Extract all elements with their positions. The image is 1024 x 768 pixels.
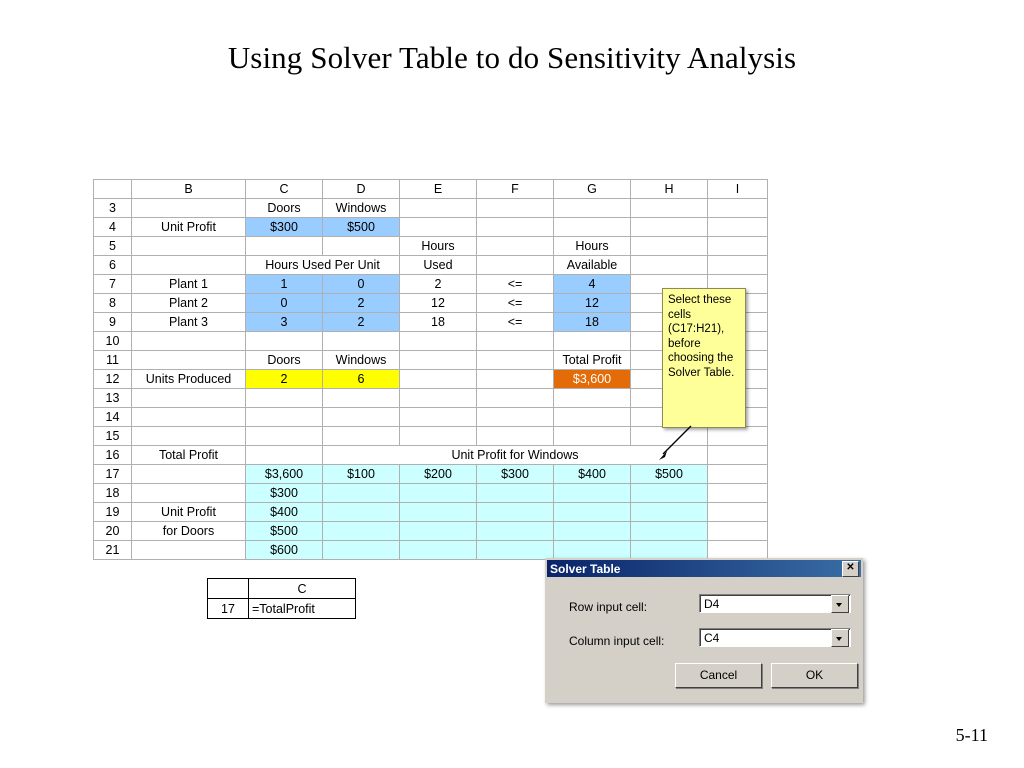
cell-B20[interactable]: for Doors <box>132 522 246 541</box>
cell-C20[interactable]: $500 <box>246 522 323 541</box>
column-header-c[interactable]: C <box>246 180 323 199</box>
column-input-cell-value: C4 <box>704 630 720 645</box>
slide-number: 5-11 <box>955 725 988 745</box>
row-header-5[interactable]: 5 <box>94 237 132 256</box>
cell-G17[interactable]: $400 <box>554 465 631 484</box>
cell-D14[interactable] <box>323 408 400 427</box>
cell-I21[interactable] <box>708 541 768 560</box>
cell-C5[interactable] <box>246 237 323 256</box>
cell-F18[interactable] <box>477 484 554 503</box>
cell-G18[interactable] <box>554 484 631 503</box>
cell-C12[interactable]: 2 <box>246 370 323 389</box>
cell-C19[interactable]: $400 <box>246 503 323 522</box>
cell-E15[interactable] <box>400 427 477 446</box>
cell-G11[interactable]: Total Profit <box>554 351 631 370</box>
cell-C15[interactable] <box>246 427 323 446</box>
cell-E5[interactable]: Hours <box>400 237 477 256</box>
cell-I17[interactable] <box>708 465 768 484</box>
cell-C3[interactable]: Doors <box>246 199 323 218</box>
cell-F5[interactable] <box>477 237 554 256</box>
cell-D3[interactable]: Windows <box>323 199 400 218</box>
cell-G21[interactable] <box>554 541 631 560</box>
formula-table-corner <box>208 579 249 599</box>
cell-C8[interactable]: 0 <box>246 294 323 313</box>
cell-E3[interactable] <box>400 199 477 218</box>
column-header-b[interactable]: B <box>132 180 246 199</box>
column-header-h[interactable]: H <box>631 180 708 199</box>
column-header-i[interactable]: I <box>708 180 768 199</box>
cell-F14[interactable] <box>477 408 554 427</box>
cell-D12[interactable]: 6 <box>323 370 400 389</box>
solver-table-dialog[interactable] <box>545 558 863 703</box>
cell-B11[interactable] <box>132 351 246 370</box>
cell-B16[interactable]: Total Profit <box>132 446 246 465</box>
cell-B15[interactable] <box>132 427 246 446</box>
cell-D17[interactable]: $100 <box>323 465 400 484</box>
cell-C11[interactable]: Doors <box>246 351 323 370</box>
cell-F12[interactable] <box>477 370 554 389</box>
formula-table-row-number: 17 <box>208 599 249 619</box>
cell-I18[interactable] <box>708 484 768 503</box>
cell-I4[interactable] <box>708 218 768 237</box>
cell-F11[interactable] <box>477 351 554 370</box>
cancel-button[interactable]: Cancel <box>675 663 762 688</box>
page-title: Using Solver Table to do Sensitivity Analysis <box>227 40 797 75</box>
table-row <box>94 541 768 560</box>
cell-F17[interactable]: $300 <box>477 465 554 484</box>
cell-H19[interactable] <box>631 503 708 522</box>
chevron-down-icon[interactable] <box>831 595 849 613</box>
cell-E6[interactable]: Used <box>400 256 477 275</box>
cell-E9[interactable]: 18 <box>400 313 477 332</box>
cell-G14[interactable] <box>554 408 631 427</box>
cell-H17[interactable]: $500 <box>631 465 708 484</box>
cell-D21[interactable] <box>323 541 400 560</box>
row-header-16[interactable]: 16 <box>94 446 132 465</box>
cell-F10[interactable] <box>477 332 554 351</box>
cell-D9[interactable]: 2 <box>323 313 400 332</box>
cell-E10[interactable] <box>400 332 477 351</box>
row-input-cell-combobox[interactable] <box>699 594 851 613</box>
row-header-8[interactable]: 8 <box>94 294 132 313</box>
formula-table-formula[interactable]: =TotalProfit <box>249 599 356 619</box>
cell-C9[interactable]: 3 <box>246 313 323 332</box>
cell-I6[interactable] <box>708 256 768 275</box>
cell-D5[interactable] <box>323 237 400 256</box>
cell-F21[interactable] <box>477 541 554 560</box>
cell-B10[interactable] <box>132 332 246 351</box>
table-row <box>94 199 768 218</box>
cell-I3[interactable] <box>708 199 768 218</box>
column-header-g[interactable]: G <box>554 180 631 199</box>
cell-E21[interactable] <box>400 541 477 560</box>
cell-H20[interactable] <box>631 522 708 541</box>
cell-G20[interactable] <box>554 522 631 541</box>
row-header-13[interactable]: 13 <box>94 389 132 408</box>
cell-B12[interactable]: Units Produced <box>132 370 246 389</box>
cell-C18[interactable]: $300 <box>246 484 323 503</box>
cell-B5[interactable] <box>132 237 246 256</box>
chevron-down-icon[interactable] <box>831 629 849 647</box>
cell-H5[interactable] <box>631 237 708 256</box>
cell-F4[interactable] <box>477 218 554 237</box>
cell-C14[interactable] <box>246 408 323 427</box>
cell-F20[interactable] <box>477 522 554 541</box>
column-header-row <box>94 180 768 199</box>
formula-reference-table[interactable] <box>207 578 356 619</box>
cell-E19[interactable] <box>400 503 477 522</box>
cell-C4[interactable]: $300 <box>246 218 323 237</box>
row-header-3[interactable]: 3 <box>94 199 132 218</box>
corner-cell <box>94 180 132 199</box>
cell-G6[interactable]: Available <box>554 256 631 275</box>
cell-D18[interactable] <box>323 484 400 503</box>
cell-G12[interactable]: $3,600 <box>554 370 631 389</box>
cell-E7[interactable]: 2 <box>400 275 477 294</box>
callout-note: Select these cells (C17:H21), before choosing the Solver Table. <box>662 288 746 428</box>
table-row <box>94 465 768 484</box>
column-input-label: Column input cell: <box>569 634 665 648</box>
row-header-15[interactable]: 15 <box>94 427 132 446</box>
cell-E13[interactable] <box>400 389 477 408</box>
cell-B19[interactable]: Unit Profit <box>132 503 246 522</box>
cell-H18[interactable] <box>631 484 708 503</box>
dialog-title: Solver Table <box>550 561 621 576</box>
cell-C7[interactable]: 1 <box>246 275 323 294</box>
cell-E18[interactable] <box>400 484 477 503</box>
cell-G9[interactable]: 18 <box>554 313 631 332</box>
row-header-17[interactable]: 17 <box>94 465 132 484</box>
cell-I5[interactable] <box>708 237 768 256</box>
cell-F9[interactable]: <= <box>477 313 554 332</box>
cell-H21[interactable] <box>631 541 708 560</box>
cell-C17[interactable]: $3,600 <box>246 465 323 484</box>
table-row <box>94 484 768 503</box>
ok-button[interactable]: OK <box>771 663 858 688</box>
column-header-f[interactable]: F <box>477 180 554 199</box>
row-header-4[interactable]: 4 <box>94 218 132 237</box>
table-row <box>94 256 768 275</box>
cell-G10[interactable] <box>554 332 631 351</box>
callout-arrow-icon <box>655 424 695 464</box>
cell-B3[interactable] <box>132 199 246 218</box>
cell-C13[interactable] <box>246 389 323 408</box>
cell-I16[interactable] <box>708 446 768 465</box>
formula-table-column-header: C <box>249 579 356 599</box>
cell-F15[interactable] <box>477 427 554 446</box>
formula-table-header-row <box>208 579 356 599</box>
cell-B8[interactable]: Plant 2 <box>132 294 246 313</box>
cell-D19[interactable] <box>323 503 400 522</box>
cell-H3[interactable] <box>631 199 708 218</box>
cell-G13[interactable] <box>554 389 631 408</box>
cell-G5[interactable]: Hours <box>554 237 631 256</box>
cell-G15[interactable] <box>554 427 631 446</box>
cell-F7[interactable]: <= <box>477 275 554 294</box>
cell-D11[interactable]: Windows <box>323 351 400 370</box>
row-input-cell-value: D4 <box>704 596 720 611</box>
cell-B18[interactable] <box>132 484 246 503</box>
cell-B4[interactable]: Unit Profit <box>132 218 246 237</box>
table-row <box>208 599 356 619</box>
cell-I19[interactable] <box>708 503 768 522</box>
table-row <box>94 522 768 541</box>
cell-C16[interactable] <box>246 446 323 465</box>
dialog-title-bar <box>547 560 861 577</box>
cell-G7[interactable]: 4 <box>554 275 631 294</box>
row-header-6[interactable]: 6 <box>94 256 132 275</box>
table-row <box>94 237 768 256</box>
cell-E4[interactable] <box>400 218 477 237</box>
row-header-18[interactable]: 18 <box>94 484 132 503</box>
row-header-20[interactable]: 20 <box>94 522 132 541</box>
cell-F19[interactable] <box>477 503 554 522</box>
cell-B13[interactable] <box>132 389 246 408</box>
cell-F3[interactable] <box>477 199 554 218</box>
row-header-11[interactable]: 11 <box>94 351 132 370</box>
cell-B7[interactable]: Plant 1 <box>132 275 246 294</box>
row-header-21[interactable]: 21 <box>94 541 132 560</box>
cell-G4[interactable] <box>554 218 631 237</box>
row-header-10[interactable]: 10 <box>94 332 132 351</box>
table-row <box>94 218 768 237</box>
close-icon[interactable]: ✕ <box>842 561 859 577</box>
cell-H6[interactable] <box>631 256 708 275</box>
cell-B6[interactable] <box>132 256 246 275</box>
cell-C10[interactable] <box>246 332 323 351</box>
column-input-cell-combobox[interactable] <box>699 628 851 647</box>
cell-B9[interactable]: Plant 3 <box>132 313 246 332</box>
row-header-7[interactable]: 7 <box>94 275 132 294</box>
cell-I15[interactable] <box>708 427 768 446</box>
cell-H4[interactable] <box>631 218 708 237</box>
cell-D8[interactable]: 2 <box>323 294 400 313</box>
cell-D4[interactable]: $500 <box>323 218 400 237</box>
table-row <box>94 503 768 522</box>
cell-E12[interactable] <box>400 370 477 389</box>
column-header-d[interactable]: D <box>323 180 400 199</box>
cell-D13[interactable] <box>323 389 400 408</box>
cell-G3[interactable] <box>554 199 631 218</box>
cell-E14[interactable] <box>400 408 477 427</box>
cell-C21[interactable]: $600 <box>246 541 323 560</box>
row-input-label: Row input cell: <box>569 600 648 614</box>
cell-B14[interactable] <box>132 408 246 427</box>
cell-E17[interactable]: $200 <box>400 465 477 484</box>
cell-F13[interactable] <box>477 389 554 408</box>
cell-B21[interactable] <box>132 541 246 560</box>
cell-B17[interactable] <box>132 465 246 484</box>
cell-D10[interactable] <box>323 332 400 351</box>
cell-I20[interactable] <box>708 522 768 541</box>
cell-D15[interactable] <box>323 427 400 446</box>
cell-E11[interactable] <box>400 351 477 370</box>
cell-D7[interactable]: 0 <box>323 275 400 294</box>
cell-C6[interactable]: Hours Used Per Unit <box>246 256 400 275</box>
cell-F6[interactable] <box>477 256 554 275</box>
row-header-19[interactable]: 19 <box>94 503 132 522</box>
cell-D20[interactable] <box>323 522 400 541</box>
cell-E8[interactable]: 12 <box>400 294 477 313</box>
cell-E20[interactable] <box>400 522 477 541</box>
row-header-12[interactable]: 12 <box>94 370 132 389</box>
cell-G19[interactable] <box>554 503 631 522</box>
column-header-e[interactable]: E <box>400 180 477 199</box>
cell-G8[interactable]: 12 <box>554 294 631 313</box>
cell-F8[interactable]: <= <box>477 294 554 313</box>
row-header-14[interactable]: 14 <box>94 408 132 427</box>
row-header-9[interactable]: 9 <box>94 313 132 332</box>
cell-D16[interactable]: Unit Profit for Windows <box>323 446 708 465</box>
